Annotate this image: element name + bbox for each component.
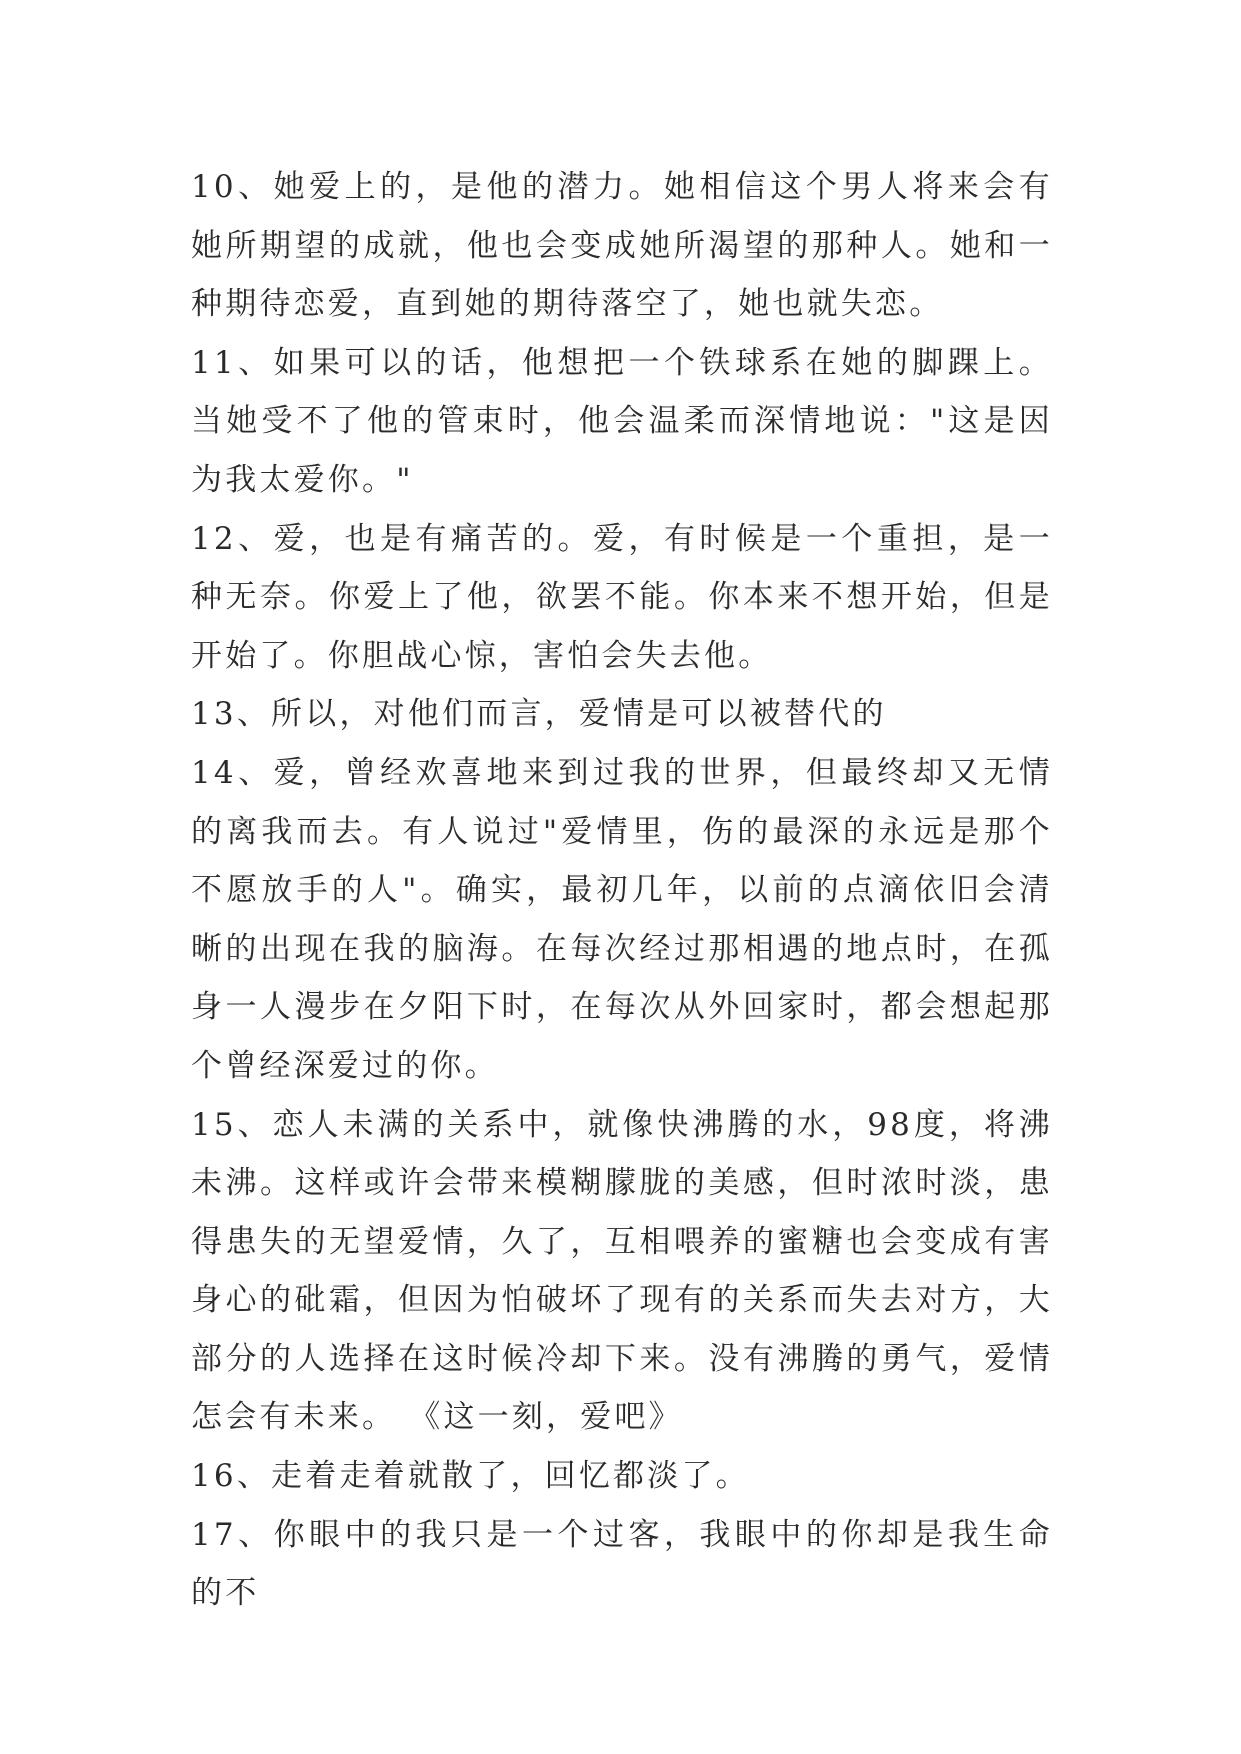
paragraph-12: 12、爱，也是有痛苦的。爱，有时候是一个重担，是一种无奈。你爱上了他，欲罢不能。你本来不想开始，但是开始了。你胆战心惊，害怕会失去他。 <box>191 520 1053 674</box>
paragraph-13: 13、所以，对他们而言，爱情是可以被替代的 <box>191 696 887 733</box>
paragraph-17: 17、你眼中的我只是一个过客，我眼中的你却是我生命的不 <box>191 1516 1053 1612</box>
document-body <box>191 158 1053 1623</box>
paragraph-15: 15、恋人未满的关系中，就像快沸腾的水，98度，将沸未沸。这样或许会带来模糊朦胧的美感，但时浓时淡，患得患失的无望爱情，久了，互相喂养的蜜糖也会变成有害身心的砒霜，但因为怕破坏了现有的关系而失去对方，大部分的人选择在这时候冷却下来。没有沸腾的勇气，爱情怎会有未来。 《这一刻，爱吧》 <box>191 1106 1053 1436</box>
paragraph-11: 11、如果可以的话，他想把一个铁球系在她的脚踝上。当她受不了他的管束时，他会温柔而深情地说："这是因为我太爱你。" <box>191 344 1053 498</box>
paragraph-10: 10、她爱上的，是他的潜力。她相信这个男人将来会有她所期望的成就，他也会变成她所渴望的那种人。她和一种期待恋爱，直到她的期待落空了，她也就失恋。 <box>191 169 1053 323</box>
paragraph-14: 14、爱，曾经欢喜地来到过我的世界，但最终却又无情的离我而去。有人说过"爱情里，伤的最深的永远是那个不愿放手的人"。确实，最初几年，以前的点滴依旧会清晰的出现在我的脑海。在每次经过那相遇的地点时，在孤身一人漫步在夕阳下时，在每次从外回家时，都会想起那个曾经深爱过的你。 <box>191 754 1053 1084</box>
paragraph-16: 16、走着走着就散了，回忆都淡了。 <box>191 1458 750 1495</box>
